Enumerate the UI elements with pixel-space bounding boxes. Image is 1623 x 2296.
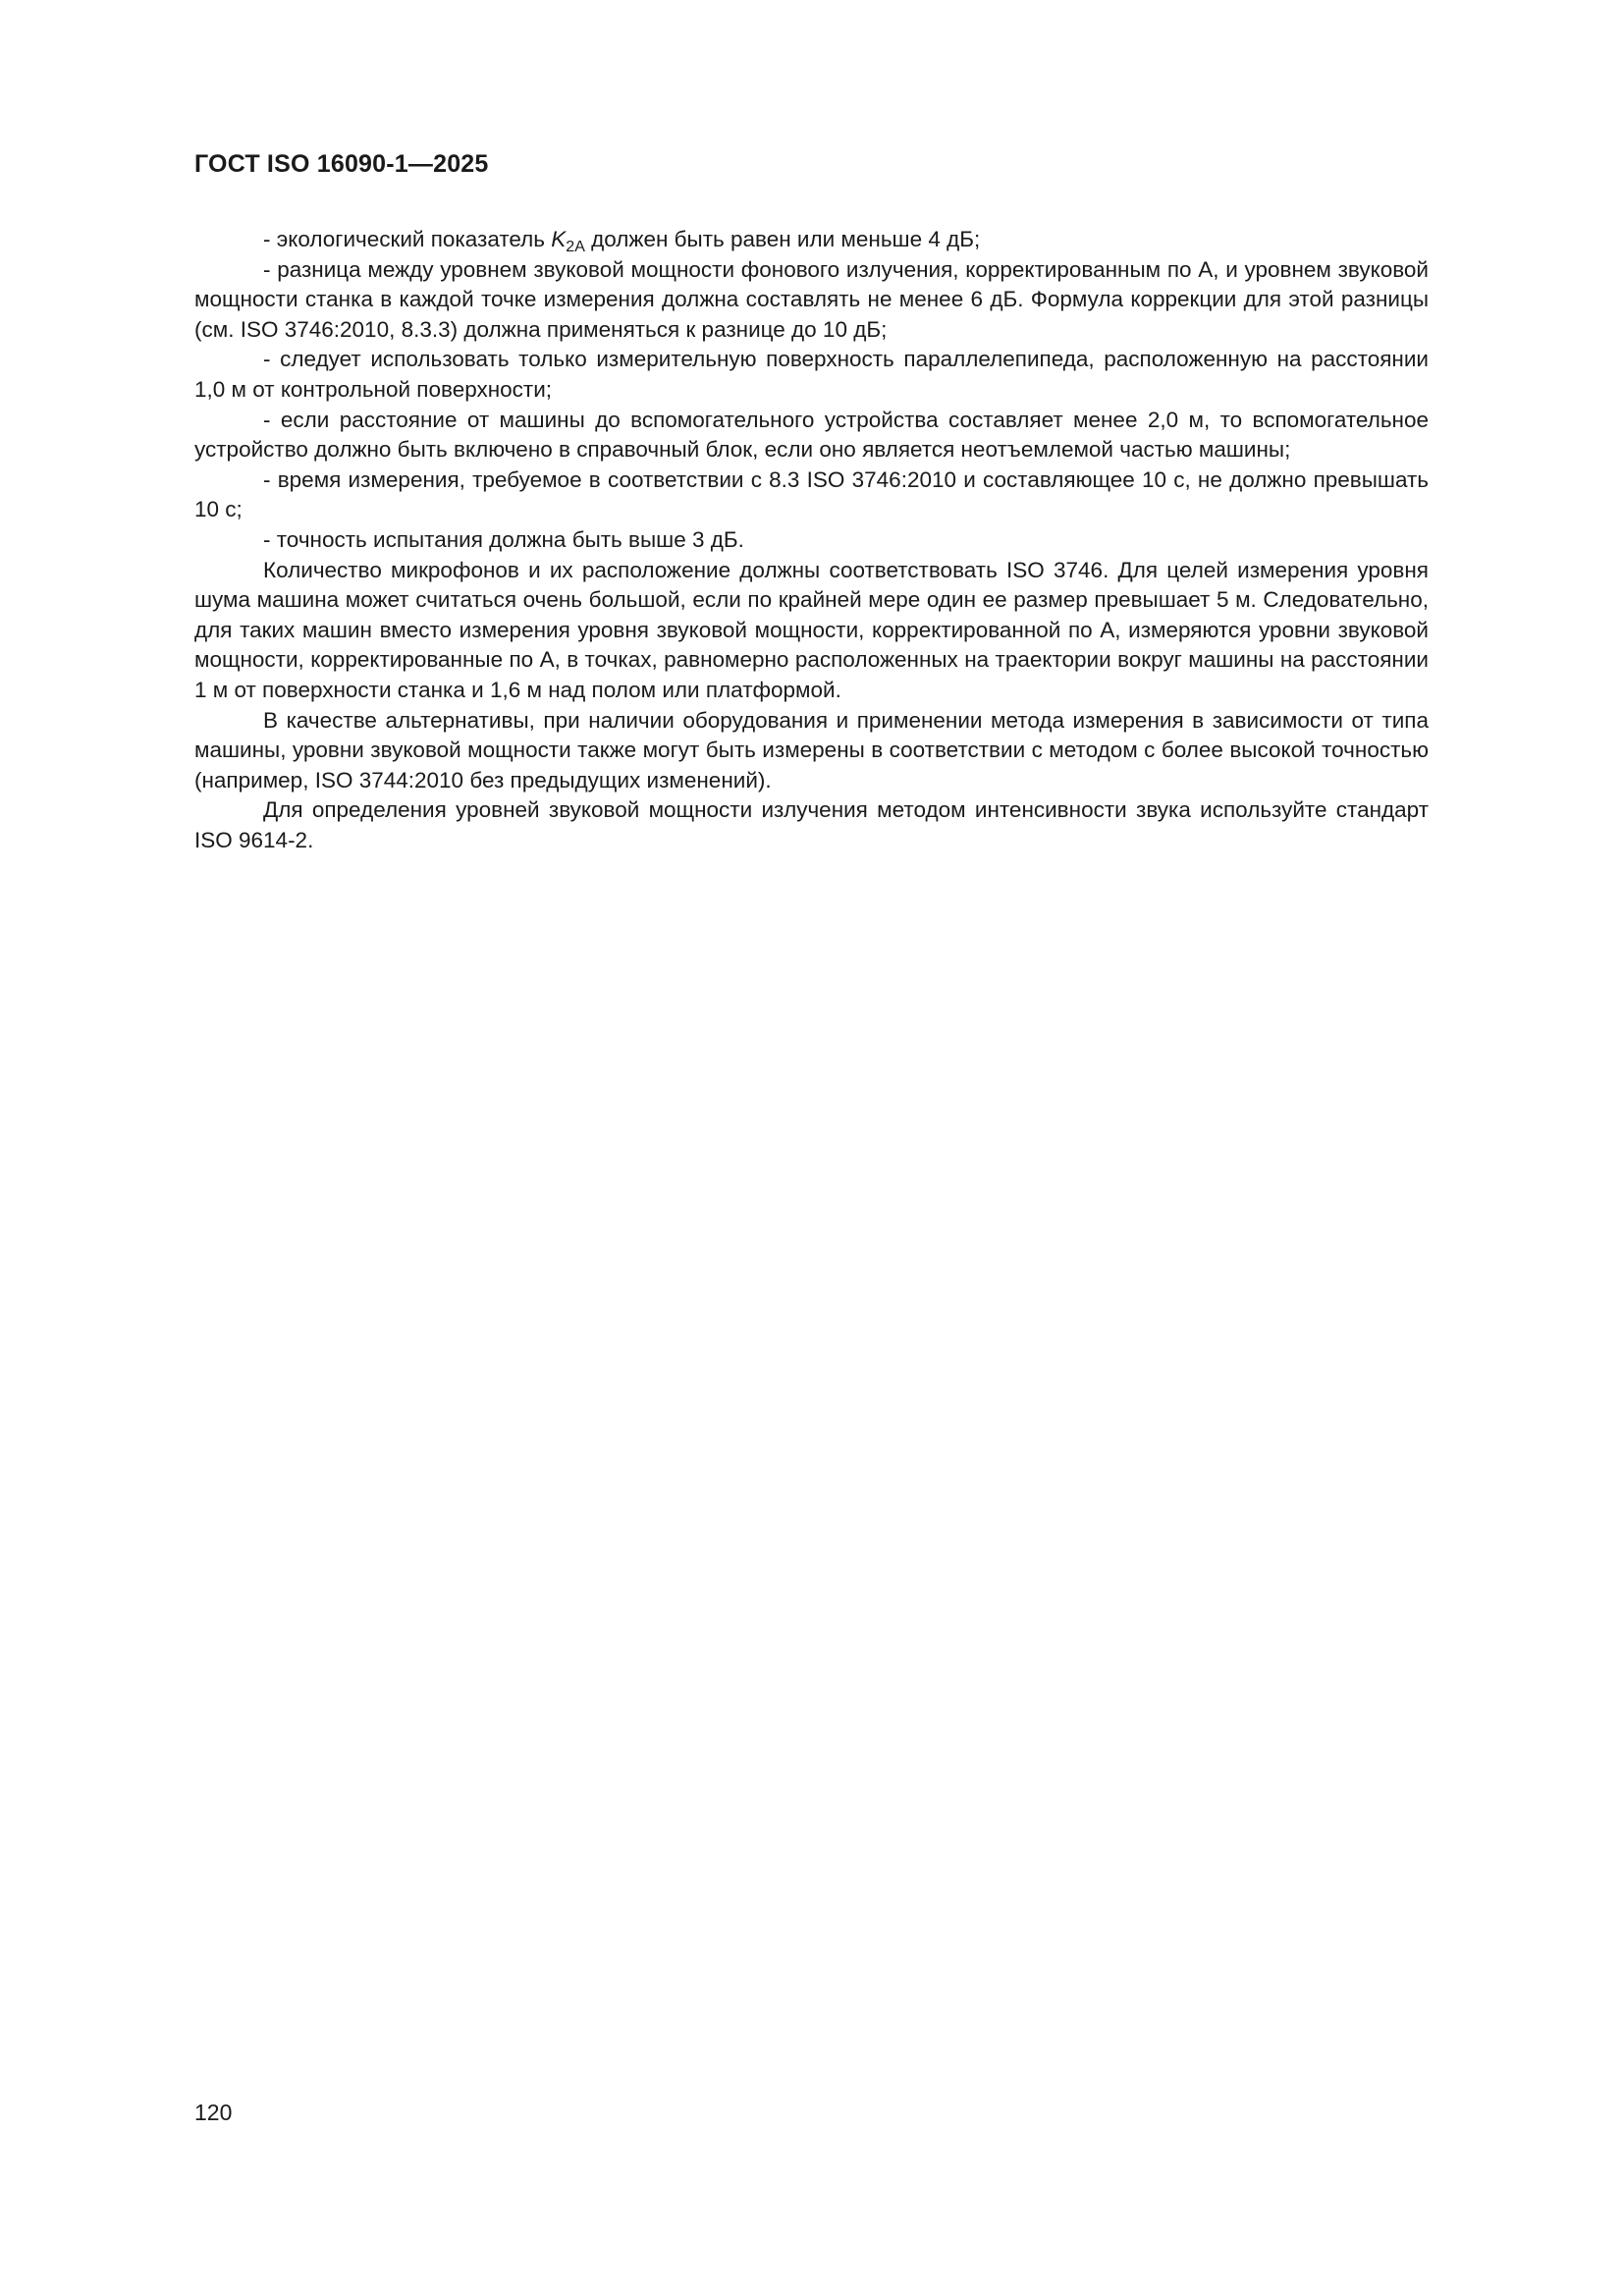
document-header: ГОСТ ISO 16090-1—2025 [194,150,489,178]
paragraph-microphones: Количество микрофонов и их расположение должны соответствовать ISO 3746. Для целей измерения уровня шума машина может считаться очень большой, если по крайней мере один ее размер превышает 5 м. Следовательно, для таких машин вместо измерения уровня звуковой мощности, корректированной по А, измеряются уровни звуковой мощности, корректированные по А, в точках, равномерно расположенных на траектории вокруг машины на расстоянии 1 м от поверхности станка и 1,6 м над полом или платформой. [194,557,1429,702]
paragraph-background-difference: - разница между уровнем звуковой мощности фонового излучения, корректированным по А, и уровнем звуковой мощности станка в каждой точке измерения должна составлять не менее 6 дБ. Формула коррекции для этой разницы (см. ISO 3746:2010, 8.3.3) должна применяться к разнице до 10 дБ; [194,256,1429,342]
paragraph-alternative-method: В качестве альтернативы, при наличии оборудования и применении метода измерения в зависимости от типа машины, уровни звуковой мощности также могут быть измерены в соответствии с методом с более высокой точностью (например, ISO 3744:2010 без предыдущих изменений). [194,707,1429,793]
symbol-subscript: 2A [566,239,585,255]
paragraph-measurement-time: - время измерения, требуемое в соответствии с 8.3 ISO 3746:2010 и составляющее 10 с, не должно превышать 10 с; [194,466,1429,522]
text-fragment: - экологический показатель [263,227,552,251]
paragraph-test-accuracy: - точность испытания должна быть выше 3 дБ. [263,526,744,552]
symbol-k: K [551,227,567,251]
page-number: 120 [194,2100,233,2125]
paragraph-ecological-indicator [194,225,1429,255]
paragraph-auxiliary-device: - если расстояние от машины до вспомогательного устройства составляет менее 2,0 м, то вспомогательное устройство должно быть включено в справочный блок, если оно является неотъемлемой частью машины; [194,407,1429,463]
paragraph-measurement-surface: - следует использовать только измерительную поверхность параллелепипеда, расположенную на расстоянии 1,0 м от контрольной поверхности; [194,347,1429,402]
document-body [194,225,1429,855]
text-fragment: должен быть равен или меньше 4 дБ; [584,227,981,251]
paragraph-intensity-method: Для определения уровней звуковой мощности излучения методом интенсивности звука используйте стандарт ISO 9614-2. [194,797,1429,852]
